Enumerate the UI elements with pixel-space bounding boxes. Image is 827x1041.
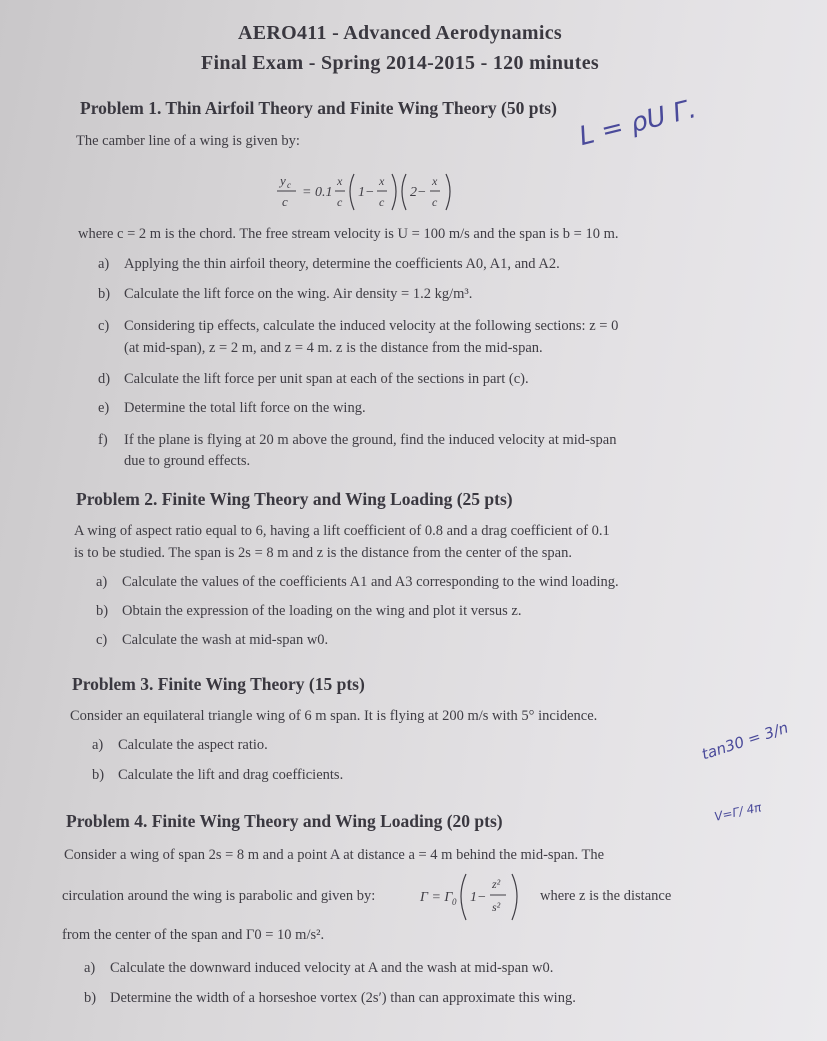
item-text: Calculate the aspect ratio. [118, 737, 268, 753]
problem-1-item-c-cont: (at mid-span), z = 2 m, and z = 4 m. z is the distance from the mid-span. [124, 340, 543, 356]
camber-equation [272, 168, 472, 219]
svg-text:c: c [282, 194, 288, 209]
item-text: Applying the thin airfoil theory, determine the coefficients A0, A1, and A2. [124, 256, 560, 272]
item-label: d) [98, 371, 111, 387]
item-text: Calculate the downward induced velocity at A and the wash at mid-span w0. [110, 960, 554, 976]
item-label: a) [98, 256, 110, 272]
svg-text:x: x [337, 174, 343, 188]
problem-1-item-c [98, 318, 618, 335]
camber-equation-graphic [272, 168, 472, 214]
svg-text:2−: 2− [410, 185, 427, 200]
item-label: b) [92, 767, 105, 783]
exam-subtitle: Final Exam - Spring 2014-2015 - 120 minutes [201, 52, 599, 74]
problem-3-item-b [92, 767, 343, 784]
problem-1-item-b [98, 286, 472, 303]
problem-4-title: Problem 4. Finite Wing Theory and Wing Loading (20 pts) [66, 811, 503, 831]
problem-2-title: Problem 2. Finite Wing Theory and Wing Loading (25 pts) [76, 489, 513, 509]
svg-text:c: c [432, 195, 438, 209]
item-label: c) [96, 632, 108, 648]
item-label: a) [92, 737, 104, 753]
course-title: AERO411 - Advanced Aerodynamics [238, 22, 562, 44]
problem-4-text-line-2-post: where z is the distance [540, 888, 672, 904]
item-label: f) [98, 432, 108, 448]
item-label: b) [96, 603, 109, 619]
problem-1-item-f-cont: due to ground effects. [124, 453, 251, 469]
problem-1-item-a [98, 256, 560, 273]
problem-1-item-f [98, 432, 616, 449]
item-text: Calculate the values of the coefficients A1 and A3 corresponding to the wind loading. [122, 574, 619, 590]
problem-4-item-b [84, 990, 576, 1007]
item-label: a) [84, 960, 96, 976]
problem-2-text-line-2: is to be studied. The span is 2s = 8 m and z is the distance from the center of the span. [74, 545, 572, 561]
problem-1-item-e [98, 400, 366, 417]
problem-4-text-line-2-pre: circulation around the wing is parabolic and given by: [62, 888, 376, 904]
item-text: Calculate the lift force on the wing. Air density = 1.2 kg/m³. [124, 286, 473, 302]
svg-text:z²: z² [492, 877, 501, 891]
item-text: Determine the width of a horseshoe vortex (2s′) than can approximate this wing. [110, 990, 576, 1006]
circulation-equation-graphic [418, 868, 538, 924]
problem-3-title: Problem 3. Finite Wing Theory (15 pts) [72, 674, 365, 694]
svg-text:s²: s² [492, 900, 501, 914]
svg-text:= 0.1: = 0.1 [302, 185, 333, 200]
problem-3-item-a [92, 737, 268, 754]
problem-4-text-line-3: from the center of the span and Γ0 = 10 m/s². [62, 927, 325, 943]
problem-1-intro: The camber line of a wing is given by: [76, 133, 300, 149]
svg-text:c: c [337, 195, 343, 209]
item-text: Determine the total lift force on the wing. [124, 400, 366, 416]
svg-text:x: x [432, 174, 438, 188]
svg-text:1−: 1− [358, 185, 375, 200]
item-label: e) [98, 400, 110, 416]
handwritten-note-tan: tan30 = 3/n [699, 718, 791, 764]
svg-text:c: c [287, 180, 291, 190]
problem-4-item-a [84, 960, 553, 977]
item-text: Considering tip effects, calculate the induced velocity at the following sections: z = 0 [124, 318, 619, 334]
problem-2-text-line-1: A wing of aspect ratio equal to 6, having a lift coefficient of 0.8 and a drag coefficient of 0.1 [74, 523, 610, 539]
item-label: c) [98, 318, 110, 334]
item-text: Calculate the wash at mid-span w0. [122, 632, 329, 648]
problem-1-title: Problem 1. Thin Airfoil Theory and Finite Wing Theory (50 pts) [80, 98, 557, 118]
problem-4-text-line-1: Consider a wing of span 2s = 8 m and a point A at distance a = 4 m behind the mid-span. The [64, 847, 605, 863]
svg-text:y: y [280, 173, 286, 188]
problem-1-item-d [98, 371, 529, 388]
problem-2-item-b [96, 603, 521, 620]
svg-text:x: x [379, 174, 385, 188]
handwritten-note-lift: L = ρU Γ. [576, 94, 700, 152]
svg-text:1−: 1− [470, 890, 487, 905]
svg-text:Γ = Γ: Γ = Γ [420, 890, 453, 905]
problem-1-given: where c = 2 m is the chord. The free stream velocity is U = 100 m/s and the span is b = 10 m. [78, 226, 619, 242]
circulation-equation [418, 868, 538, 929]
handwritten-note-velocity: V=Γ/ 4π [713, 800, 763, 824]
item-text: If the plane is flying at 20 m above the ground, find the induced velocity at mid-span [124, 432, 617, 448]
problem-2-item-c [96, 632, 328, 649]
problem-3-text: Consider an equilateral triangle wing of 6 m span. It is flying at 200 m/s with 5° incidence. [70, 708, 598, 724]
item-text: Calculate the lift force per unit span at each of the sections in part (c). [124, 371, 529, 387]
problem-2-item-a [96, 574, 619, 591]
svg-text:c: c [379, 195, 385, 209]
svg-text:0: 0 [452, 897, 457, 907]
item-label: b) [84, 990, 97, 1006]
item-label: b) [98, 286, 111, 302]
item-label: a) [96, 574, 108, 590]
item-text: Calculate the lift and drag coefficients. [118, 767, 344, 783]
item-text: Obtain the expression of the loading on the wing and plot it versus z. [122, 603, 522, 619]
